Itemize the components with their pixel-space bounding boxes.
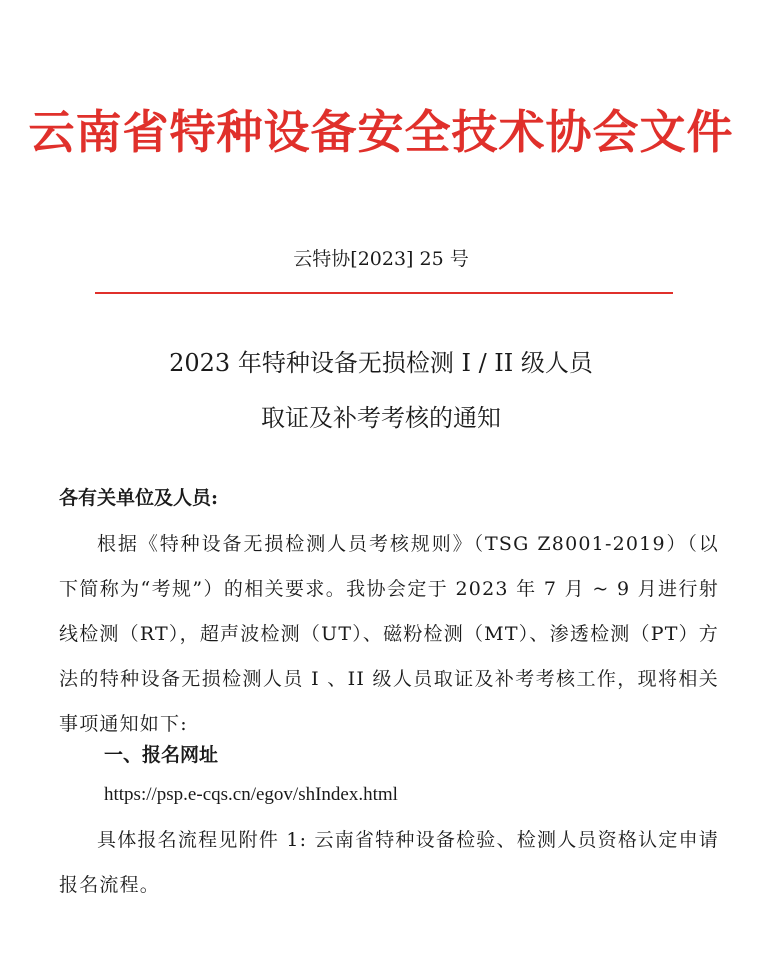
section-heading-registration: 一、报名网址 xyxy=(104,744,219,766)
registration-url: https://psp.e-cqs.cn/egov/shIndex.html xyxy=(104,784,398,805)
document-number: 云特协[2023] 25 号 xyxy=(293,248,469,270)
notice-title-line2: 取证及补考考核的通知 xyxy=(261,404,501,432)
paragraph-requirements: 根据《特种设备无损检测人员考核规则》（TSG Z8001-2019）（以下简称为“考规”）的相关要求。我协会定于 2023 年 7 月 ~ 9 月进行射线检测（RT），超声波检测（UT）、磁粉检测（MT）、渗透检测（PT）方法的特种设备无损检测人员 I 、II 级人员取证及补考考核工作，现将相关事项通知如下: xyxy=(59,533,719,735)
organization-title: 云南省特种设备安全技术协会文件 xyxy=(28,105,734,159)
paragraph-registration-process: 具体报名流程见附件 1: 云南省特种设备检验、检测人员资格认定申请报名流程。 xyxy=(59,829,719,896)
notice-title-line1: 2023 年特种设备无损检测 I / II 级人员 xyxy=(169,349,593,377)
red-divider xyxy=(95,292,673,294)
salutation: 各有关单位及人员: xyxy=(59,487,219,509)
